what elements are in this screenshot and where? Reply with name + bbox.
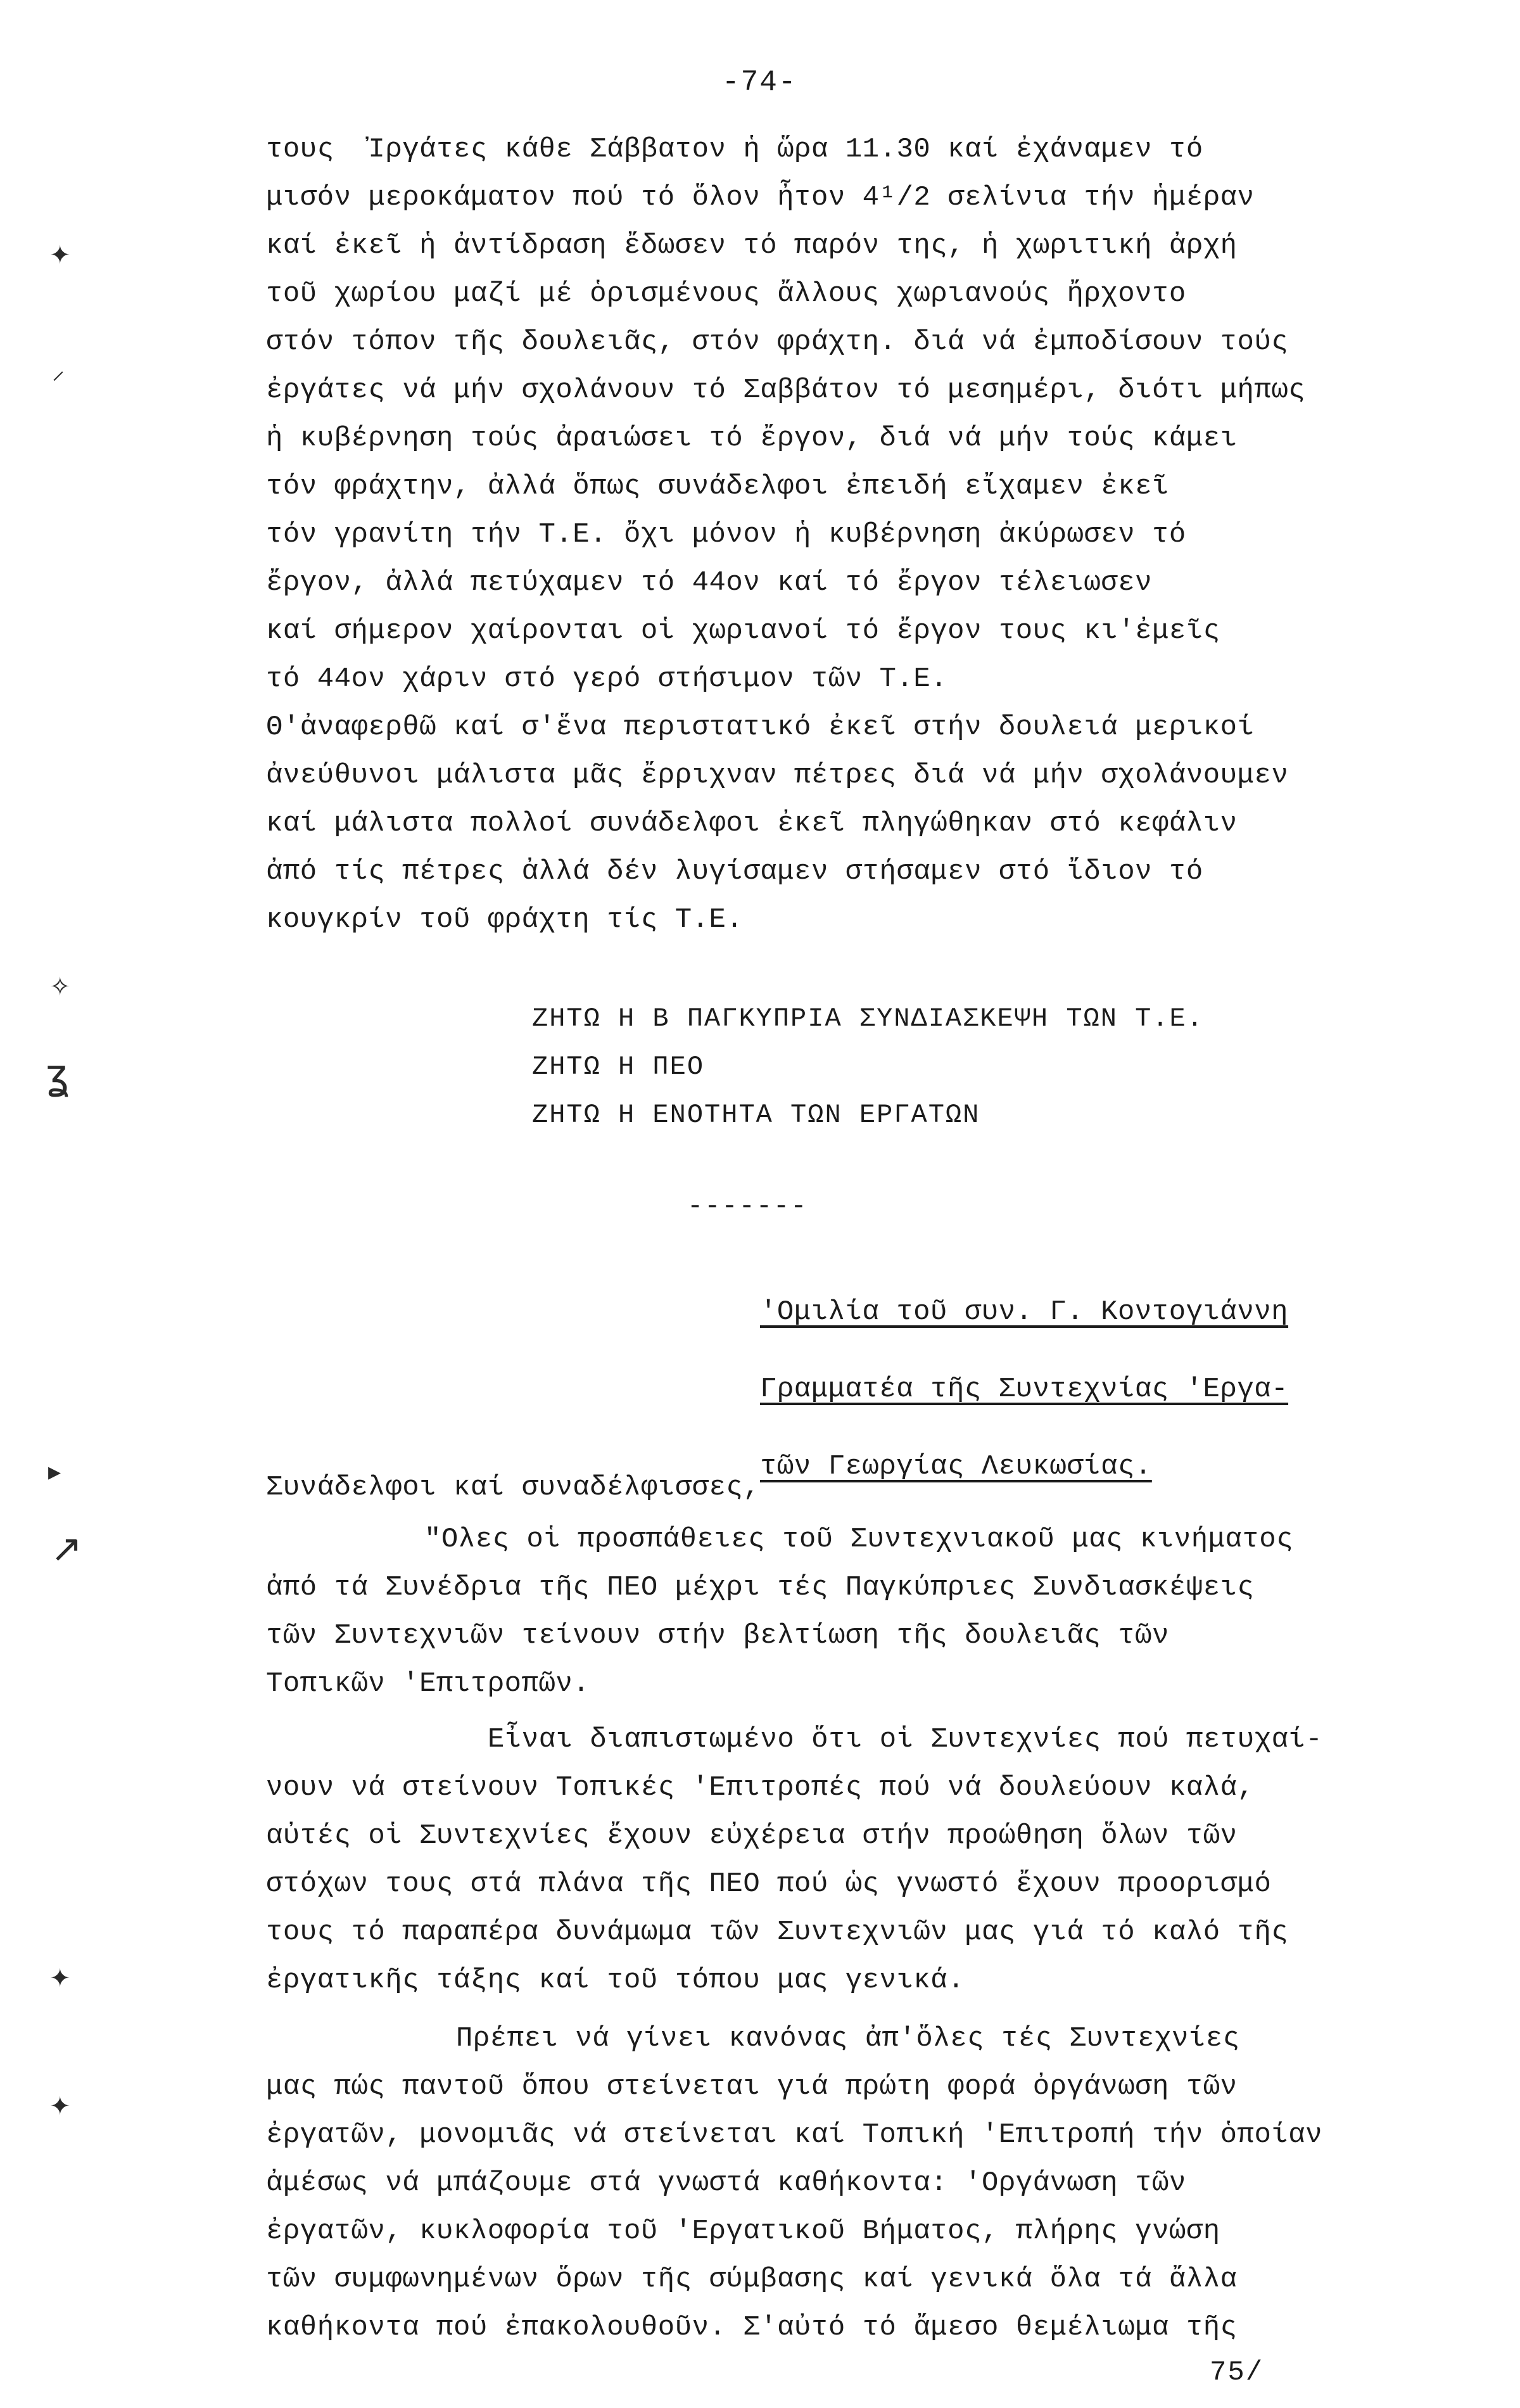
slogans <box>532 995 1204 1139</box>
paragraph-4 <box>266 2015 1457 2352</box>
text-line: τοῦ χωρίου μαζί μέ ὁρισμένους ἄλλους χωριανούς ἤρχοντο <box>266 278 1186 310</box>
salutation-line: Συνάδελφοι καί συναδέλφισσες, <box>266 1472 761 1503</box>
margin-mark: ✦ <box>49 2092 71 2121</box>
text-line: τόν γρανίτη τήν Τ.Ε. ὄχι μόνον ἡ κυβέρνηση ἀκύρωσεν τό <box>266 519 1186 551</box>
margin-mark: ⸝ <box>52 356 65 385</box>
text-line: Εἶναι διαπιστωμένο ὅτι οἱ Συντεχνίες πού πετυχαί- <box>488 1724 1323 1755</box>
text-line: ἐργάτες νά μήν σχολάνουν τό Σαββάτον τό μεσημέρι, διότι μήπως <box>266 374 1306 406</box>
text-line: αὐτές οἱ Συντεχνίες ἔχουν εὐχέρεια στήν προώθηση ὅλων τῶν <box>266 1820 1238 1852</box>
text-line: καί ἐκεῖ ἡ ἀντίδραση ἔδωσεν τό παρόν της, ἡ χωριτική ἀρχή <box>266 230 1238 262</box>
speech-title-line: Γραμματέα τῆς Συντεχνίας 'Εργα- <box>760 1373 1289 1405</box>
text-line: ἀπό τίς πέτρες ἀλλά δέν λυγίσαμεν στήσαμεν στό ἴδιον τό <box>266 856 1203 888</box>
text-line: κουγκρίν τοῦ φράχτη τίς Τ.Ε. <box>266 904 744 936</box>
page-number: -74- <box>722 66 797 99</box>
text-line: ἡ κυβέρνηση τούς ἀραιώσει τό ἔργον, διά νά μήν τούς κάμει <box>266 423 1238 454</box>
margin-mark: ▸ <box>48 1457 61 1486</box>
text-line: τους Ἰργάτες κάθε Σάββατον ἡ ὥρα 11.30 καί ἐχάναμεν τό <box>266 134 1203 165</box>
section-separator: ------- <box>687 1191 808 1221</box>
text-line: ἐργατῶν, κυκλοφορία τοῦ 'Εργατικοῦ Βήματος, πλήρης γνώση <box>266 2215 1220 2247</box>
margin-mark: ↗ <box>51 1527 83 1571</box>
salutation <box>266 1463 1457 1512</box>
paragraph-1 <box>266 125 1457 944</box>
text-line: ἀμέσως νά μπάζουμε στά γνωστά καθήκοντα: 'Οργάνωση τῶν <box>266 2167 1186 2199</box>
text-line: τῶν Συντεχνιῶν τείνουν στήν βελτίωση τῆς δουλειᾶς τῶν <box>266 1620 1169 1652</box>
text-line: τό 44ον χάριν στό γερό στήσιμον τῶν Τ.Ε. <box>266 663 948 695</box>
speech-title-line: τῶν Γεωργίας Λευκωσίας. <box>760 1451 1152 1482</box>
text-line: τόν φράχτην, ἀλλά ὅπως συνάδελφοι ἐπειδή εἴχαμεν ἐκεῖ <box>266 471 1169 502</box>
text-line: στόχων τους στά πλάνα τῆς ΠΕΟ πού ὡς γνωστό ἔχουν προορισμό <box>266 1868 1272 1900</box>
margin-mark: ✧ <box>49 972 71 1002</box>
text-line: μας πώς παντοῦ ὅπου στείνεται γιά πρώτη φορά ὀργάνωση τῶν <box>266 2071 1238 2103</box>
text-line: Θ'ἀναφερθῶ καί σ'ἕνα περιστατικό ἐκεῖ στήν δουλειά μερικοί <box>266 711 1255 743</box>
continuation-page-number: 75/ <box>1210 2357 1264 2388</box>
paragraph-3 <box>266 1716 1457 2004</box>
text-line: μισόν μεροκάματον πού τό ὅλον ἦτον 4¹/2 σελίνια τήν ἡμέραν <box>266 182 1255 213</box>
text-line: ἀπό τά Συνέδρια τῆς ΠΕΟ μέχρι τές Παγκύπριες Συνδιασκέψεις <box>266 1572 1255 1603</box>
text-line: νουν νά στείνουν Τοπικές 'Επιτροπές πού νά δουλεύουν καλά, <box>266 1772 1255 1804</box>
text-line: ἔργον, ἀλλά πετύχαμεν τό 44ον καί τό ἔργον τέλειωσεν <box>266 567 1153 599</box>
text-line: στόν τόπον τῆς δουλειᾶς, στόν φράχτη. διά νά ἐμποδίσουν τούς <box>266 326 1289 358</box>
text-line: "Ολες οἱ προσπάθειες τοῦ Συντεχνιακοῦ μας κινήματος <box>424 1524 1294 1555</box>
text-line: καί σήμερον χαίρονται οἱ χωριανοί τό ἔργον τους κι'ἐμεῖς <box>266 615 1220 647</box>
text-line: Πρέπει νά γίνει κανόνας ἀπ'ὅλες τές Συντεχνίες <box>456 2023 1240 2054</box>
margin-mark: ʓ <box>46 1052 69 1099</box>
margin-mark: ✦ <box>49 241 71 270</box>
slogan-line: ΖΗΤΩ Η Β ΠΑΓΚΥΠΡΙΑ ΣΥΝΔΙΑΣΚΕΨΗ ΤΩΝ Τ.Ε. <box>532 1003 1204 1034</box>
slogan-line: ΖΗΤΩ Η ΠΕΟ <box>532 1052 705 1082</box>
text-line: τῶν συμφωνημένων ὅρων τῆς σύμβασης καί γενικά ὅλα τά ἄλλα <box>266 2264 1238 2295</box>
text-line: ἐργατικῆς τάξης καί τοῦ τόπου μας γενικά. <box>266 1965 965 1996</box>
text-line: τους τό παραπέρα δυνάμωμα τῶν Συντεχνιῶν μας γιά τό καλό τῆς <box>266 1916 1289 1948</box>
paragraph-2 <box>266 1515 1457 1708</box>
speech-title-line: 'Ομιλία τοῦ συν. Γ. Κοντογιάννη <box>760 1296 1289 1328</box>
text-line: καθήκοντα πού ἐπακολουθοῦν. Σ'αὐτό τό ἄμεσο θεμέλιωμα τῆς <box>266 2312 1238 2343</box>
text-line: ἐργατῶν, μονομιᾶς νά στείνεται καί Τοπική 'Επιτροπή τήν ὁποίαν <box>266 2119 1323 2151</box>
margin-mark: ✦ <box>49 1964 71 1993</box>
text-line: καί μάλιστα πολλοί συνάδελφοι ἐκεῖ πληγώθηκαν στό κεφάλιν <box>266 808 1238 839</box>
slogan-line: ΖΗΤΩ Η ΕΝΟΤΗΤΑ ΤΩΝ ΕΡΓΑΤΩΝ <box>532 1100 980 1130</box>
text-line: Τοπικῶν 'Επιτροπῶν. <box>266 1668 590 1700</box>
text-line: ἀνεύθυνοι μάλιστα μᾶς ἔρριχναν πέτρες διά νά μήν σχολάνουμεν <box>266 760 1289 791</box>
